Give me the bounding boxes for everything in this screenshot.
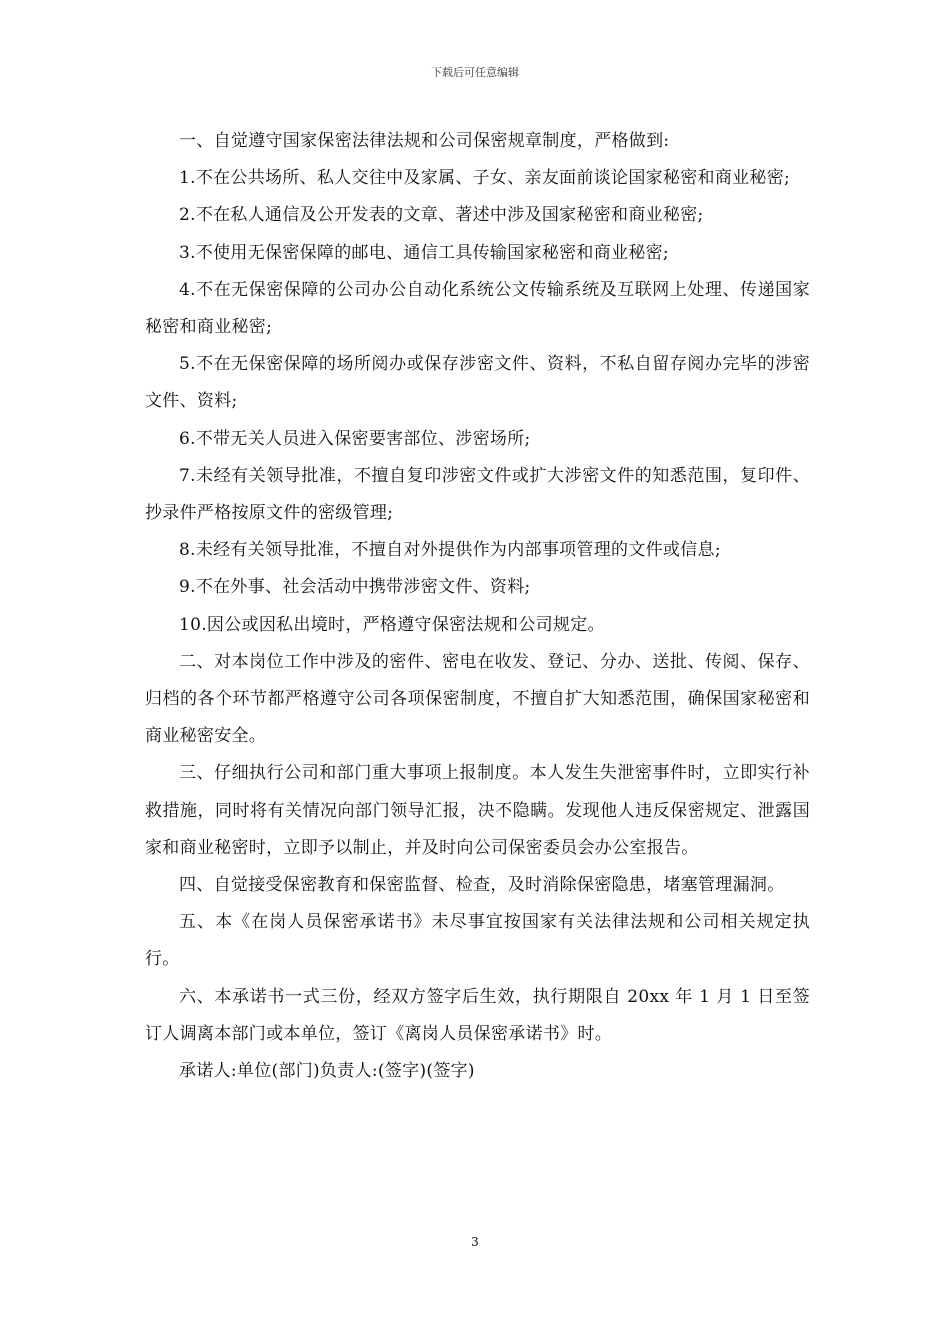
list-item-7: 7.未经有关领导批准，不擅自复印涉密文件或扩大涉密文件的知悉范围，复印件、抄录件严格按原文件的密级管理; (145, 465, 810, 524)
list-item-3: 3.不使用无保密保障的邮电、通信工具传输国家秘密和商业秘密; (179, 242, 669, 263)
paragraph-5: 五、本《在岗人员保密承诺书》未尽事宜按国家有关法律法规和公司相关规定执行。 (145, 912, 810, 970)
paragraph-1: 一、自觉遵守国家保密法律法规和公司保密规章制度，严格做到: (179, 131, 670, 151)
paragraph-6: 六、本承诺书一式三份，经双方签字后生效，执行期限自 20xx 年 1 月 1 日至签订人调离本部门或本单位，签订《离岗人员保密承诺书》时。 (145, 986, 810, 1044)
paragraph-3: 三、仔细执行公司和部门重大事项上报制度。本人发生失泄密事件时，立即实行补救措施，同时将有关情况向部门领导汇报，决不隐瞒。发现他人违反保密规定、泄露国家和商业秘密时，立即予以制止，并及时向公司保密委员会办公室报告。 (145, 763, 810, 858)
list-item-10: 10.因公或因私出境时，严格遵守保密法规和公司规定。 (179, 614, 605, 635)
list-item-4: 4.不在无保密保障的公司办公自动化系统公文传输系统及互联网上处理、传递国家秘密和商业秘密; (145, 279, 810, 338)
page-number: 3 (471, 1235, 479, 1249)
signature-line: 承诺人:单位(部门)负责人:(签字)(签字) (179, 1061, 475, 1082)
list-item-2: 2.不在私人通信及公开发表的文章、著述中涉及国家秘密和商业秘密; (179, 205, 704, 226)
list-item-8: 8.未经有关领导批准，不擅自对外提供作为内部事项管理的文件或信息; (179, 540, 721, 561)
document-body (145, 123, 810, 1090)
page-header: 下载后可任意编辑 (431, 66, 519, 79)
paragraph-2: 二、对本岗位工作中涉及的密件、密电在收发、登记、分办、送批、传阅、保存、归档的各个环节都严格遵守公司各项保密制度，不擅自扩大知悉范围，确保国家秘密和商业秘密安全。 (145, 651, 810, 747)
list-item-9: 9.不在外事、社会活动中携带涉密文件、资料; (179, 577, 531, 598)
list-item-1: 1.不在公共场所、私人交往中及家属、子女、亲友面前谈论国家秘密和商业秘密; (179, 168, 791, 189)
list-item-6: 6.不带无关人员进入保密要害部位、涉密场所; (179, 428, 531, 449)
list-item-5: 5.不在无保密保障的场所阅办或保存涉密文件、资料，不私自留存阅办完毕的涉密文件、资料; (145, 354, 810, 412)
paragraph-4: 四、自觉接受保密教育和保密监督、检查，及时消除保密隐患，堵塞管理漏洞。 (179, 875, 785, 896)
